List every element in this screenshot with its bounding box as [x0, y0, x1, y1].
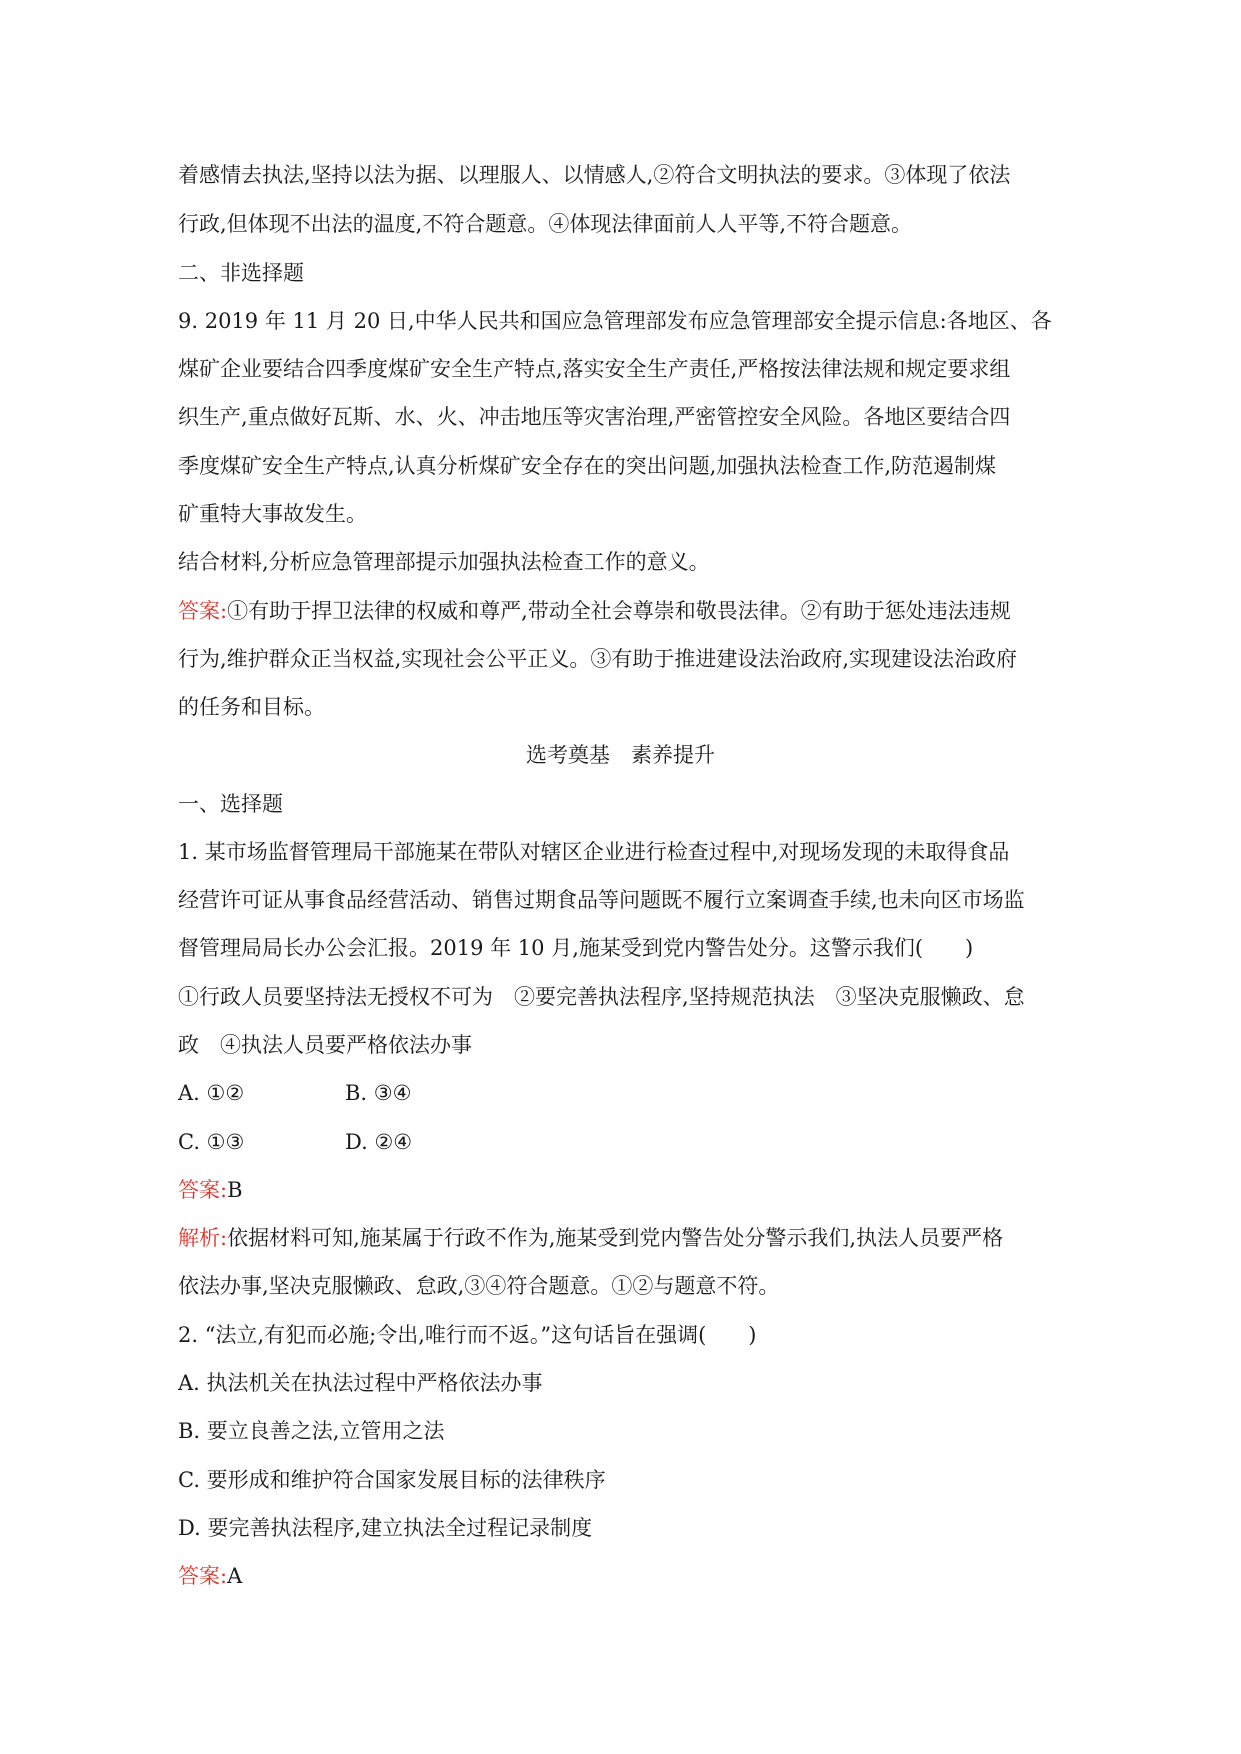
question-9-line: 9. 2019 年 11 月 20 日,中华人民共和国应急管理部发布应急管理部安全提示信息:各地区、各: [178, 309, 1052, 333]
answer-9-line: [178, 596, 1063, 626]
question-2-line: 2. “法立,有犯而必施;令出,唯行而不返。”这句话旨在强调( ): [178, 1323, 757, 1347]
option-d: D. ②④: [345, 1130, 413, 1154]
option-a: A. ①②: [178, 1081, 245, 1105]
option-b: B. ③④: [345, 1081, 412, 1105]
option-c: C. ①③: [178, 1130, 245, 1154]
answer-label: 答案:: [178, 1564, 228, 1588]
question-9-line: 织生产,重点做好瓦斯、水、火、冲击地压等灾害治理,严密管控安全风险。各地区要结合四: [178, 405, 1011, 429]
question-1-line: 督管理局局长办公会汇报。2019 年 10 月,施某受到党内警告处分。这警示我们( ): [178, 936, 974, 960]
question-9-prompt: 结合材料,分析应急管理部提示加强执法检查工作的意义。: [178, 550, 710, 574]
answer-2-line: [178, 1561, 1063, 1591]
question-9-line: 矿重特大事故发生。: [178, 502, 367, 526]
explanation-1-line: 依法办事,坚决克服懒政、怠政,③④符合题意。①②与题意不符。: [178, 1274, 780, 1298]
question-2-option-a: A. 执法机关在执法过程中严格依法办事: [178, 1371, 543, 1395]
question-2-option-c: C. 要形成和维护符合国家发展目标的法律秩序: [178, 1468, 606, 1492]
section-heading-non-choice: 二、非选择题: [178, 261, 304, 285]
answer-text: A: [227, 1564, 243, 1588]
question-2-option-d: D. 要完善执法程序,建立执法全过程记录制度: [178, 1516, 593, 1540]
section-heading-choice: 一、选择题: [178, 792, 283, 816]
question-9-line: 季度煤矿安全生产特点,认真分析煤矿安全存在的突出问题,加强执法检查工作,防范遏制煤: [178, 454, 997, 478]
section-title: 选考奠基 素养提升: [526, 743, 715, 767]
answer-text: B: [227, 1178, 243, 1202]
text-line: 着感情去执法,坚持以法为据、以理服人、以情感人,②符合文明执法的要求。③体现了依法: [178, 163, 1011, 187]
text-line: 行政,但体现不出法的温度,不符合题意。④体现法律面前人人平等,不符合题意。: [178, 212, 913, 236]
question-1-statements: 政 ④执法人员要严格依法办事: [178, 1033, 472, 1057]
answer-9-line: 行为,维护群众正当权益,实现社会公平正义。③有助于推进建设法治政府,实现建设法治政府: [178, 647, 1018, 671]
explanation-text: 依据材料可知,施某属于行政不作为,施某受到党内警告处分警示我们,执法人员要严格: [227, 1226, 1004, 1250]
explanation-label: 解析:: [178, 1226, 228, 1250]
explanation-1-line: [178, 1223, 1063, 1253]
answer-9-line: 的任务和目标。: [178, 695, 325, 719]
question-1-line: 1. 某市场监督管理局干部施某在带队对辖区企业进行检查过程中,对现场发现的未取得食品: [178, 840, 1010, 864]
question-2-option-b: B. 要立良善之法,立管用之法: [178, 1419, 445, 1443]
answer-text: ①有助于捍卫法律的权威和尊严,带动全社会尊崇和敬畏法律。②有助于惩处违法违规: [227, 599, 1011, 623]
answer-label: 答案:: [178, 1178, 228, 1202]
answer-1-line: [178, 1175, 1063, 1205]
answer-label: 答案:: [178, 599, 228, 623]
question-1-line: 经营许可证从事食品经营活动、销售过期食品等问题既不履行立案调查手续,也未向区市场监: [178, 888, 1025, 912]
question-9-line: 煤矿企业要结合四季度煤矿安全生产特点,落实安全生产责任,严格按法律法规和规定要求组: [178, 357, 1011, 381]
question-1-statements: ①行政人员要坚持法无授权不可为 ②要完善执法程序,坚持规范执法 ③坚决克服懒政、怠: [178, 985, 1025, 1009]
